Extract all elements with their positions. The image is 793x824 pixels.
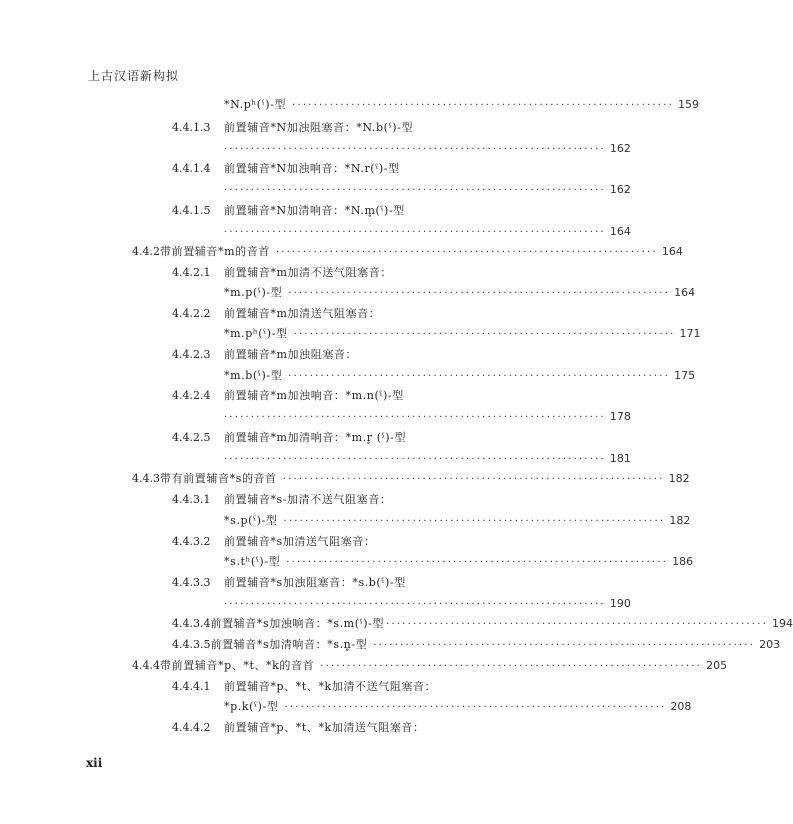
toc-entry-leader-line[interactable] — [224, 142, 631, 157]
toc-entry-page: 182 — [668, 472, 690, 485]
toc-entry-number: 4.4.2.2 — [172, 307, 211, 320]
toc-entry-number: 4.4.3 — [132, 472, 160, 485]
toc-entry-page: 159 — [678, 98, 699, 111]
toc-entry-title: *s.p(ˤ)-型 — [224, 514, 278, 527]
toc-entry[interactable] — [172, 721, 425, 735]
toc-entry-page: 164 — [609, 225, 631, 238]
toc-entry-page: 186 — [672, 555, 694, 568]
toc-entry-number: 4.4.2 — [132, 245, 160, 258]
dot-leader: ······································································· — [288, 371, 671, 382]
toc-entry-number: 4.4.1.5 — [172, 204, 211, 217]
dot-leader: ······································································· — [224, 144, 606, 155]
toc-entry[interactable] — [172, 121, 413, 135]
toc-entry-page: 175 — [674, 369, 696, 382]
dot-leader: ······································································· — [386, 619, 768, 630]
toc-entry-title: 前置辅音*m加清送气阻塞音： — [224, 307, 381, 320]
dot-leader: ······································································· — [224, 227, 606, 238]
toc-entry-page: 164 — [661, 245, 683, 258]
toc-entry-number: 4.4.1.4 — [172, 162, 211, 175]
toc-entry[interactable] — [224, 514, 691, 529]
toc-entry-title: 前置辅音*s加清送气阻塞音： — [224, 535, 376, 548]
toc-entry-number: 4.4.4 — [132, 659, 160, 672]
toc-entry[interactable] — [172, 617, 793, 632]
dot-leader: ······································································· — [283, 516, 666, 527]
toc-entry-leader-line[interactable] — [224, 452, 631, 467]
page-number: xii — [86, 756, 103, 770]
toc-entry[interactable] — [172, 431, 406, 445]
toc-entry[interactable] — [224, 700, 692, 715]
toc-entry-title: 前置辅音*m加清响音：*m.r̥ (ˤ)-型 — [224, 431, 407, 444]
toc-entry[interactable] — [224, 98, 699, 113]
toc-entry-page: 164 — [674, 286, 696, 299]
dot-leader: ······································································· — [224, 185, 606, 196]
toc-entry-title: 前置辅音*s加浊阻塞音：*s.b(ˤ)-型 — [224, 576, 406, 589]
toc-entry-title: 前置辅音*p、*t、*k加清不送气阻塞音： — [224, 680, 437, 693]
toc-entry-title: *m.b(ˤ)-型 — [224, 369, 283, 382]
dot-leader: ······································································· — [373, 640, 756, 651]
toc-entry-leader-line[interactable] — [224, 410, 631, 425]
toc-entry-number: 4.4.4.2 — [172, 721, 211, 734]
dot-leader: ······································································· — [292, 100, 674, 111]
dot-leader: ······································································· — [288, 288, 671, 299]
toc-entry[interactable] — [132, 472, 690, 487]
dot-leader: ······································································· — [286, 557, 669, 568]
toc-entry-leader-line[interactable] — [224, 183, 631, 198]
toc-entry[interactable] — [172, 348, 357, 362]
toc-entry[interactable] — [224, 286, 696, 301]
toc-entry-page: 181 — [609, 452, 631, 465]
toc-entry-page: 171 — [679, 327, 701, 340]
toc-entry-number: 4.4.2.5 — [172, 431, 211, 444]
toc-entry-number: 4.4.2.3 — [172, 348, 211, 361]
toc-entry-leader-line[interactable] — [224, 597, 631, 612]
toc-entry[interactable] — [172, 162, 400, 176]
toc-entry-page: 190 — [609, 597, 631, 610]
toc-entry-title: 前置辅音*m加清不送气阻塞音： — [224, 266, 392, 279]
dot-leader: ······································································· — [224, 454, 606, 465]
toc-entry-title: 前置辅音*N加浊阻塞音：*N.b(ˤ)-型 — [224, 121, 414, 134]
toc-entry-title: 前置辅音*s加浊响音：*s.m(ˤ)-型 — [210, 617, 385, 630]
toc-entry[interactable] — [172, 493, 391, 507]
toc-entry[interactable] — [224, 327, 701, 342]
toc-entry-number: 4.4.4.1 — [172, 680, 211, 693]
toc-entry-number: 4.4.2.4 — [172, 389, 211, 402]
dot-leader: ······································································· — [275, 247, 658, 258]
toc-entry[interactable] — [172, 389, 404, 403]
toc-entry[interactable] — [172, 576, 406, 590]
toc-entry-page: 205 — [706, 659, 728, 672]
toc-entry-number: 4.4.3.2 — [172, 535, 211, 548]
toc-entry-number: 4.4.2.1 — [172, 266, 211, 279]
toc-entry-page: 162 — [609, 183, 631, 196]
toc-entry-number: 4.4.1.3 — [172, 121, 211, 134]
toc-entry-title: 带有前置辅音*s的音首 — [160, 472, 277, 485]
toc-entry-title: 前置辅音*m加浊响音：*m.n(ˤ)-型 — [224, 389, 404, 402]
toc-entry-leader-line[interactable] — [224, 225, 631, 240]
toc-entry-page: 178 — [609, 410, 631, 423]
toc-entry-title: 前置辅音*s加清响音：*s.n̥-型 — [210, 638, 368, 651]
toc-entry-title: 前置辅音*p、*t、*k加清送气阻塞音： — [224, 721, 425, 734]
toc-entry[interactable] — [172, 266, 392, 280]
toc-entry-title: 前置辅音*N加清响音：*N.m̥(ˤ)-型 — [224, 204, 405, 217]
toc-entry-number: 4.4.3.5 — [172, 638, 211, 651]
toc-entry[interactable] — [172, 307, 380, 321]
toc-entry[interactable] — [172, 680, 436, 694]
toc-entry[interactable] — [172, 204, 405, 218]
dot-leader: ······································································· — [320, 661, 703, 672]
toc-entry-page: 182 — [669, 514, 691, 527]
toc-entry-page: 208 — [670, 700, 692, 713]
toc-entry-title: 前置辅音*m加浊阻塞音： — [224, 348, 358, 361]
toc-entry-title: 前置辅音*s-加清不送气阻塞音： — [224, 493, 392, 506]
toc-entry-number: 4.4.3.1 — [172, 493, 211, 506]
toc-entry[interactable] — [132, 245, 683, 260]
toc-entry-title: 带前置辅音*m的音首 — [160, 245, 270, 258]
toc-entry-number: 4.4.3.3 — [172, 576, 211, 589]
toc-entry-page: 203 — [759, 638, 781, 651]
toc-entry-title: 带前置辅音*p、*t、*k的音首 — [160, 659, 315, 672]
toc-entry[interactable] — [132, 659, 728, 674]
toc-entry-title: *N.pʰ(ˤ)-型 — [224, 98, 287, 111]
toc-entry-title: *m.pʰ(ˤ)-型 — [224, 327, 288, 340]
toc-entry[interactable] — [172, 638, 781, 653]
dot-leader: ······································································· — [293, 329, 676, 340]
toc-entry-title: *s.tʰ(ˤ)-型 — [224, 555, 281, 568]
toc-entry-title: 前置辅音*N加浊响音：*N.r(ˤ)-型 — [224, 162, 400, 175]
toc-entry-number: 4.4.3.4 — [172, 617, 211, 630]
toc-entry-page: 162 — [609, 142, 631, 155]
dot-leader: ······································································· — [282, 474, 665, 485]
toc-entry-page: 194 — [771, 617, 793, 630]
running-header-title: 上古汉语新构拟 — [88, 69, 180, 83]
toc-entry[interactable] — [172, 535, 376, 549]
toc-entry-title: *p.k(ˤ)-型 — [224, 700, 279, 713]
dot-leader: ······································································· — [224, 599, 606, 610]
toc-entry[interactable] — [224, 369, 696, 384]
toc-entry[interactable] — [224, 555, 694, 570]
dot-leader: ······································································· — [224, 412, 606, 423]
toc-entry-title: *m.p(ˤ)-型 — [224, 286, 283, 299]
dot-leader: ······································································· — [284, 702, 667, 713]
